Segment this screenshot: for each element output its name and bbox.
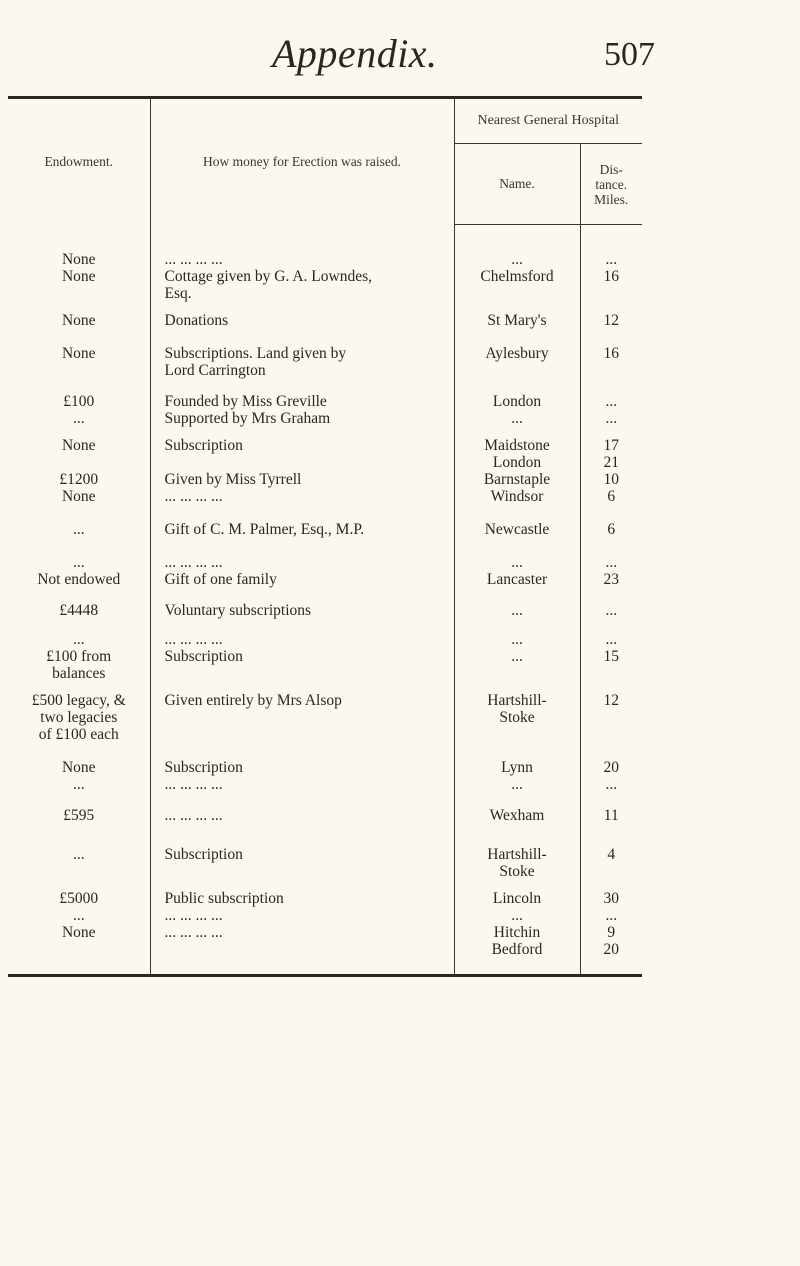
hospital-name-cell [454,588,580,619]
cell-line: Subscription [164,436,243,454]
cell-line: Hartshill- [487,845,547,863]
cell-line: ... [605,601,618,619]
cell-line: 11 [603,806,619,824]
cell-line: Subscription [164,647,243,665]
cell-line: Supported by Mrs Graham [164,409,331,427]
cell-line: None [61,487,96,505]
cell-line: Maidstone [484,436,550,454]
table-row [8,682,642,743]
table-row [8,329,642,379]
cell-line: Not endowed [37,570,121,588]
cell-line: None [61,311,96,329]
how-raised-cell [150,302,454,329]
hospital-name-cell [454,379,580,427]
hospital-name-cell [454,225,580,302]
cell-line: ... [511,601,523,619]
cell-line: Founded by Miss Greville [164,392,327,410]
cell-line: Public subscription [164,889,284,907]
cell-line [12,454,146,471]
cell-line: Lynn [501,758,533,776]
cell-line: ... ... ... ... [164,906,223,924]
how-raised-cell [150,329,454,379]
how-raised-cell [150,824,454,880]
cell-line: ... [605,409,618,427]
cell-line: Hitchin [493,923,541,941]
hospital-name-cell [454,793,580,824]
cell-line: ... [511,251,523,268]
cell-line: of £100 each [38,725,119,743]
col-header-hospital-group: Nearest General Hospital [454,98,642,144]
endowment-cell [8,793,150,824]
table-row [8,427,642,505]
hospital-name-cell [454,329,580,379]
table-row [8,505,642,538]
hospital-name-cell [454,743,580,793]
cell-line: Lincoln [492,889,542,907]
cell-line: Subscriptions. Land given by [164,344,347,362]
cell-line: 12 [603,691,619,709]
hospital-name-cell [454,302,580,329]
hospital-name-cell [454,880,580,976]
cell-line: 23 [603,570,619,588]
distance-cell [580,743,642,793]
cell-line: two legacies [40,708,118,726]
cell-line: None [61,436,96,454]
how-raised-cell [150,225,454,302]
distance-cell [580,880,642,976]
distance-cell [580,538,642,588]
how-raised-cell [150,619,454,682]
hospital-name-cell [454,538,580,588]
hospital-name-cell [454,682,580,743]
table-header [8,98,642,225]
distance-cell [580,225,642,302]
cell-line: ... [72,553,85,571]
cell-line: ... [511,775,523,793]
cell-line: None [61,250,96,268]
distance-cell [580,329,642,379]
endowment-cell [8,682,150,743]
table-row [8,793,642,824]
distance-cell [580,619,642,682]
cell-line: 16 [603,268,619,285]
cell-line: £595 [63,806,95,824]
cell-line: Gift of C. M. Palmer, Esq., M.P. [164,520,365,538]
cell-line: ... [511,409,523,427]
cell-line: balances [52,664,106,682]
cell-line: Newcastle [484,520,550,538]
cell-line: ... [72,845,85,863]
hospital-name-cell [454,824,580,880]
distance-cell [580,302,642,329]
hospital-name-cell [454,619,580,682]
endowment-cell [8,225,150,302]
cell-line: Cottage given by G. A. Lowndes, [164,267,373,285]
endowment-cell [8,538,150,588]
table-row [8,743,642,793]
endowment-cell [8,880,150,976]
cell-line: None [61,758,96,776]
cell-line: ... [605,392,618,410]
cell-line: Chelmsford [480,268,554,285]
col-header-name: Name. [454,144,580,225]
cell-line: ... [511,906,523,924]
table-row [8,824,642,880]
cell-line: ... [605,906,618,924]
cell-line: £4448 [59,601,99,619]
cell-line: Esq. [164,284,192,302]
distance-cell [580,824,642,880]
col-header-distance [580,144,642,225]
col-header-distance-line: Miles. [594,191,629,207]
cell-line: Aylesbury [485,344,549,362]
cell-line: ... [605,775,618,793]
cell-line: London [492,392,542,410]
distance-cell [580,427,642,505]
cell-line [165,454,450,471]
cell-line: ... ... ... ... [164,775,223,793]
endowment-cell [8,824,150,880]
endowment-cell [8,427,150,505]
page-title: Appendix. [272,31,438,76]
cell-line: Stoke [499,862,535,880]
table-row [8,619,642,682]
cell-line: Barnstaple [483,470,551,488]
endowment-cell [8,329,150,379]
endowment-cell [8,505,150,538]
cell-line: 16 [603,344,619,362]
cell-line: Given entirely by Mrs Alsop [164,691,342,709]
cell-line: Subscription [164,758,243,776]
how-raised-cell [150,743,454,793]
cell-line: None [61,923,96,941]
cell-line: £100 [63,392,95,410]
cell-line: ... [511,553,523,571]
cell-line: Donations [164,311,229,329]
how-raised-cell [150,588,454,619]
table-body [8,225,642,976]
page-number: 507 [604,36,655,73]
hospital-name-cell [454,427,580,505]
endowment-cell [8,379,150,427]
cell-line: ... [72,409,85,427]
cell-line: Hartshill- [487,691,547,709]
cell-line: London [492,453,542,471]
cell-line: ... [511,630,523,648]
cell-line: £100 from [46,647,112,665]
table-row [8,302,642,329]
table-row [8,588,642,619]
cell-line: Wexham [489,806,545,824]
col-header-how-raised: How money for Erection was raised. [150,98,454,225]
cell-line: ... ... ... ... [164,806,223,824]
how-raised-cell [150,427,454,505]
endowment-cell [8,743,150,793]
distance-cell [580,588,642,619]
cell-line: 20 [603,940,619,958]
how-raised-cell [150,505,454,538]
cell-line: ... ... ... ... [164,630,223,648]
cell-line: Lord Carrington [164,361,266,379]
cell-line: ... ... ... ... [164,487,223,505]
cell-line: 10 [603,470,619,488]
cell-line: 4 [607,845,616,863]
distance-cell [580,505,642,538]
cell-line: None [61,267,96,285]
how-raised-cell [150,682,454,743]
cell-line: ... [72,630,85,648]
cell-line: Windsor [490,487,544,505]
distance-cell [580,379,642,427]
cell-line: Stoke [499,708,535,726]
cell-line: St Mary's [487,311,547,329]
cell-line: ... ... ... ... [164,250,223,268]
cell-line: Bedford [491,940,543,958]
cell-line: Given by Miss Tyrrell [164,470,302,488]
cell-line: 30 [603,889,619,907]
cell-line: 20 [603,758,619,776]
cell-line: ... ... ... ... [164,923,223,941]
cell-line: 15 [603,647,619,665]
hospital-name-cell [454,505,580,538]
cell-line: ... [72,906,85,924]
cell-line: 9 [607,923,616,941]
cell-line: 6 [607,520,616,538]
table-row [8,225,642,302]
hospital-table [8,96,642,977]
cell-line: £5000 [59,889,99,907]
table-row [8,379,642,427]
col-header-distance-line: tance. [595,176,628,192]
cell-line: Subscription [164,845,243,863]
cell-line: 6 [607,487,616,505]
distance-cell [580,793,642,824]
how-raised-cell [150,538,454,588]
cell-line: Lancaster [486,570,548,588]
table-row [8,880,642,976]
cell-line: 21 [603,453,619,471]
running-head [0,30,800,80]
cell-line: ... [511,647,523,665]
endowment-cell [8,588,150,619]
cell-line: £1200 [59,470,99,488]
col-header-endowment: Endowment. [44,153,114,169]
how-raised-cell [150,793,454,824]
cell-line: 17 [603,436,619,454]
cell-line: £500 legacy, & [31,691,126,709]
cell-line: 12 [603,311,619,329]
cell-line: Voluntary subscriptions [164,601,312,619]
how-raised-cell [150,379,454,427]
how-raised-cell [150,880,454,976]
cell-line: ... [605,553,618,571]
cell-line: ... [72,520,85,538]
distance-cell [580,682,642,743]
table-row [8,538,642,588]
cell-line: ... [605,251,618,268]
endowment-cell [8,302,150,329]
col-header-distance-line: Dis- [599,161,623,177]
cell-line: ... ... ... ... [164,553,223,571]
cell-line: None [61,344,96,362]
cell-line: ... [72,775,85,793]
endowment-cell [8,619,150,682]
cell-line: ... [605,630,618,648]
cell-line: Gift of one family [164,570,277,588]
